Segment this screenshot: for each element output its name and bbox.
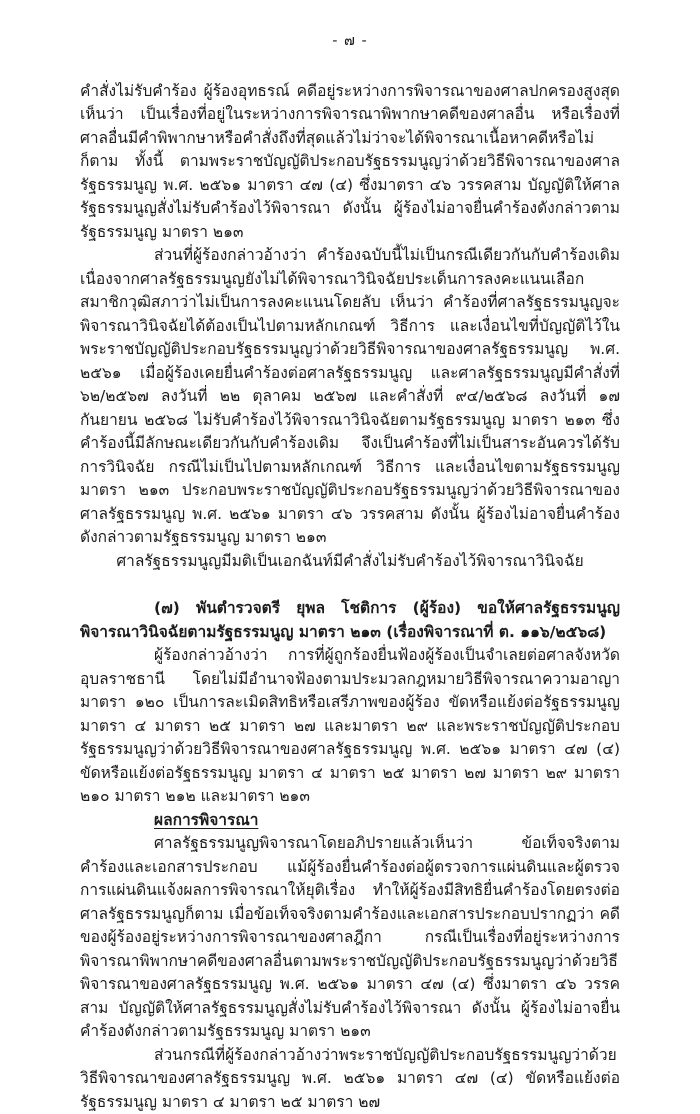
resolution-statement: ศาลรัฐธรรมนูญมีมติเป็นเอกฉันท์มีคำสั่งไม่รับคำร้องไว้พิจารณาวินิจฉัย (80, 550, 620, 574)
result-heading (80, 809, 620, 833)
paragraph-petitioner-claim: ผู้ร้องกล่าวอ้างว่า การที่ผู้ถูกร้องยื่นฟ้องผู้ร้องเป็นจำเลยต่อศาลจังหวัดอุบลราชธานี โดยไม่มีอำนาจฟ้องตามประมวลกฎหมายวิธีพิจารณาความอาญา มาตรา ๑๒๐ เป็นการละเมิดสิทธิหรือเสรีภาพของผู้ร้อง ขัดหรือแย้งต่อรัฐธรรมนูญ มาตรา ๔ มาตรา ๒๕ มาตรา ๒๗ และมาตรา ๒๙ และพระราชบัญญัติประกอบรัฐธรรมนูญว่าด้วยวิธีพิจารณาของศาลรัฐธรรมนูญ พ.ศ. ๒๕๖๑ มาตรา ๔๗ (๔) ขัดหรือแย้งต่อรัฐธรรมนูญ มาตรา ๔ มาตรา ๒๕ มาตรา ๒๗ มาตรา ๒๙ มาตรา ๒๑๐ มาตรา ๒๑๒ และมาตรา ๒๑๓ (80, 644, 620, 809)
paragraph-court-result: ศาลรัฐธรรมนูญพิจารณาโดยอภิปรายแล้วเห็นว่า ข้อเท็จจริงตามคำร้องและเอกสารประกอบ แม้ผู้ร้องยื่นคำร้องต่อผู้ตรวจการแผ่นดินและผู้ตรวจการแผ่นดินแจ้งผลการพิจารณาให้ยุติเรื่อง ทำให้ผู้ร้องมีสิทธิยื่นคำร้องโดยตรงต่อศาลรัฐธรรมนูญก็ตาม เมื่อข้อเท็จจริงตามคำร้องและเอกสารประกอบปรากฏว่า คดีของผู้ร้องอยู่ระหว่างการพิจารณาของศาลฎีกา กรณีเป็นเรื่องที่อยู่ระหว่างการพิจารณาพิพากษาคดีของศาลอื่นตามพระราชบัญญัติประกอบรัฐธรรมนูญว่าด้วยวิธีพิจารณาของศาลรัฐธรรมนูญ พ.ศ. ๒๕๖๑ มาตรา ๔๗ (๔) ซึ่งมาตรา ๔๖ วรรคสาม บัญญัติให้ศาลรัฐธรรมนูญสั่งไม่รับคำร้องไว้พิจารณา ดังนั้น ผู้ร้องไม่อาจยื่นคำร้องดังกล่าวตามรัฐธรรมนูญ มาตรา ๒๑๓ (80, 832, 620, 1044)
section-7-heading: (๗) พันตำรวจตรี ยุพล โชติการ (ผู้ร้อง) ขอให้ศาลรัฐธรรมนูญพิจารณาวินิจฉัยตามรัฐธรรมนูญ มาตรา ๒๑๓ (เรื่องพิจารณาที่ ต. ๑๑๖/๒๕๖๘) (80, 597, 620, 644)
result-heading-label: ผลการพิจารณา (154, 811, 258, 829)
document-body (80, 80, 620, 1114)
page-number: - ๗ - (80, 30, 620, 54)
paragraph-final: ส่วนกรณีที่ผู้ร้องกล่าวอ้างว่าพระราชบัญญัติประกอบรัฐธรรมนูญว่าด้วยวิธีพิจารณาของศาลรัฐธรรมนูญ พ.ศ. ๒๕๖๑ มาตรา ๔๗ (๔) ขัดหรือแย้งต่อรัฐธรรมนูญ มาตรา ๔ มาตรา ๒๕ มาตรา ๒๗ (80, 1044, 620, 1114)
paragraph-continuation: คำสั่งไม่รับคำร้อง ผู้ร้องอุทธรณ์ คดีอยู่ระหว่างการพิจารณาของศาลปกครองสูงสุด เห็นว่า เป็นเรื่องที่อยู่ในระหว่างการพิจารณาพิพากษาคดีของศาลอื่น หรือเรื่องที่ศาลอื่นมีคำพิพากษาหรือคำสั่งถึงที่สุดแล้วไม่ว่าจะได้พิจารณาเนื้อหาคดีหรือไม่ก็ตาม ทั้งนี้ ตามพระราชบัญญัติประกอบรัฐธรรมนูญว่าด้วยวิธีพิจารณาของศาลรัฐธรรมนูญ พ.ศ. ๒๕๖๑ มาตรา ๔๗ (๔) ซึ่งมาตรา ๔๖ วรรคสาม บัญญัติให้ศาลรัฐธรรมนูญสั่งไม่รับคำร้องไว้พิจารณา ดังนั้น ผู้ร้องไม่อาจยื่นคำร้องดังกล่าวตามรัฐธรรมนูญ มาตรา ๒๑๓ (80, 80, 620, 245)
paragraph-same-case-argument: ส่วนที่ผู้ร้องกล่าวอ้างว่า คำร้องฉบับนี้ไม่เป็นกรณีเดียวกันกับคำร้องเดิม เนื่องจากศาลรัฐธรรมนูญยังไม่ได้พิจารณาวินิจฉัยประเด็นการลงคะแนนเลือกสมาชิกวุฒิสภาว่าไม่เป็นการลงคะแนนโดยลับ เห็นว่า คำร้องที่ศาลรัฐธรรมนูญจะพิจารณาวินิจฉัยได้ต้องเป็นไปตามหลักเกณฑ์ วิธีการ และเงื่อนไขที่บัญญัติไว้ในพระราชบัญญัติประกอบรัฐธรรมนูญว่าด้วยวิธีพิจารณาของศาลรัฐธรรมนูญ พ.ศ. ๒๕๖๑ เมื่อผู้ร้องเคยยื่นคำร้องต่อศาลรัฐธรรมนูญ และศาลรัฐธรรมนูญมีคำสั่งที่ ๖๒/๒๕๖๗ ลงวันที่ ๒๒ ตุลาคม ๒๕๖๗ และคำสั่งที่ ๙๔/๒๕๖๘ ลงวันที่ ๑๗ กันยายน ๒๕๖๘ ไม่รับคำร้องไว้พิจารณาวินิจฉัยตามรัฐธรรมนูญ มาตรา ๒๑๓ ซึ่งคำร้องนี้มีลักษณะเดียวกันกับคำร้องเดิม จึงเป็นคำร้องที่ไม่เป็นสาระอันควรได้รับการวินิจฉัย กรณีไม่เป็นไปตามหลักเกณฑ์ วิธีการ และเงื่อนไขตามรัฐธรรมนูญ มาตรา ๒๑๓ ประกอบพระราชบัญญัติประกอบรัฐธรรมนูญว่าด้วยวิธีพิจารณาของศาลรัฐธรรมนูญ พ.ศ. ๒๕๖๑ มาตรา ๔๖ วรรคสาม ดังนั้น ผู้ร้องไม่อาจยื่นคำร้องดังกล่าวตามรัฐธรรมนูญ มาตรา ๒๑๓ (80, 244, 620, 550)
